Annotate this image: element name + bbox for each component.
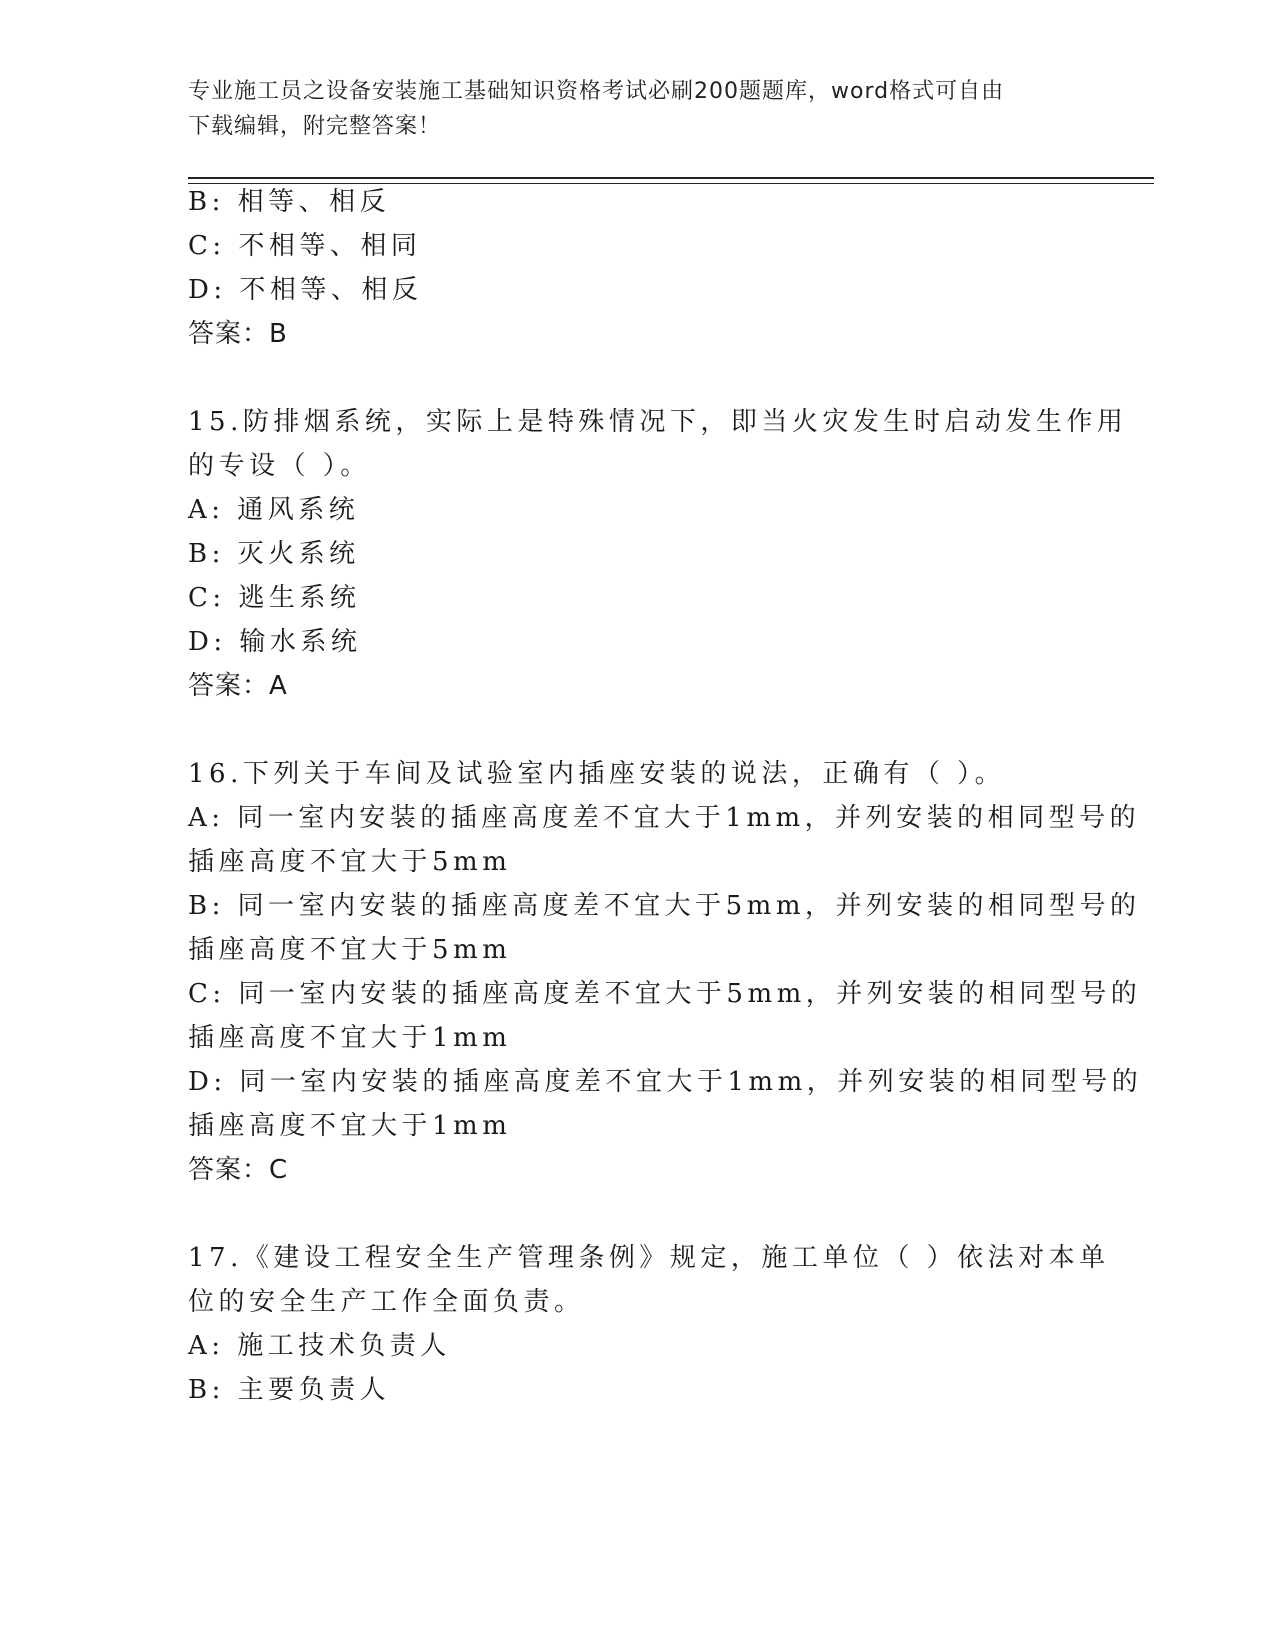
q16-option-d-line-1: D: 同一室内安装的插座高度差不宜大于1mm，并列安装的相同型号的	[188, 1067, 1143, 1097]
q16-option-c-line-2: 插座高度不宜大于1mm	[188, 1023, 512, 1053]
header-divider-thin	[188, 183, 1154, 184]
q15-stem-line-1: 15.防排烟系统，实际上是特殊情况下，即当火灾发生时启动发生作用	[188, 407, 1128, 437]
document-header	[188, 74, 1088, 144]
header-divider-thick	[188, 177, 1154, 179]
q16-option-a-line-2: 插座高度不宜大于5mm	[188, 847, 512, 877]
q15-option-d: D: 输水系统	[188, 627, 362, 657]
q16-option-a-line-1: A: 同一室内安装的插座高度差不宜大于1mm，并列安装的相同型号的	[188, 803, 1141, 833]
q16-option-b-line-1: B: 同一室内安装的插座高度差不宜大于5mm，并列安装的相同型号的	[188, 891, 1141, 921]
q15-option-c: C: 逃生系统	[188, 583, 361, 613]
q17-stem-line-2: 位的安全生产工作全面负责。	[188, 1287, 585, 1317]
q16-option-d-line-2: 插座高度不宜大于1mm	[188, 1111, 512, 1141]
q14-answer: 答案：B	[188, 319, 288, 349]
q14-option-d: D: 不相等、相反	[188, 275, 423, 305]
q14-option-c: C: 不相等、相同	[188, 231, 422, 261]
q17-option-b: B: 主要负责人	[188, 1375, 391, 1405]
q14-option-b: B: 相等、相反	[188, 187, 391, 217]
q17-option-a: A: 施工技术负责人	[188, 1331, 451, 1361]
q16-stem-line-1: 16.下列关于车间及试验室内插座安装的说法，正确有（ ）。	[188, 759, 1006, 789]
q15-answer: 答案：A	[188, 671, 288, 701]
q15-stem-line-2: 的专设（ ）。	[188, 451, 371, 481]
q15-option-b: B: 灭火系统	[188, 539, 360, 569]
q15-option-a: A: 通风系统	[188, 495, 360, 525]
header-title-line-1: 专业施工员之设备安装施工基础知识资格考试必刷200题题库，word格式可自由	[188, 79, 1005, 104]
q16-answer: 答案：C	[188, 1155, 289, 1185]
header-title-line-2: 下载编辑，附完整答案！	[188, 114, 442, 139]
q17-stem-line-1: 17.《建设工程安全生产管理条例》规定，施工单位（ ）依法对本单	[188, 1243, 1110, 1273]
q16-option-b-line-2: 插座高度不宜大于5mm	[188, 935, 512, 965]
q16-option-c-line-1: C: 同一室内安装的插座高度差不宜大于5mm，并列安装的相同型号的	[188, 979, 1142, 1009]
